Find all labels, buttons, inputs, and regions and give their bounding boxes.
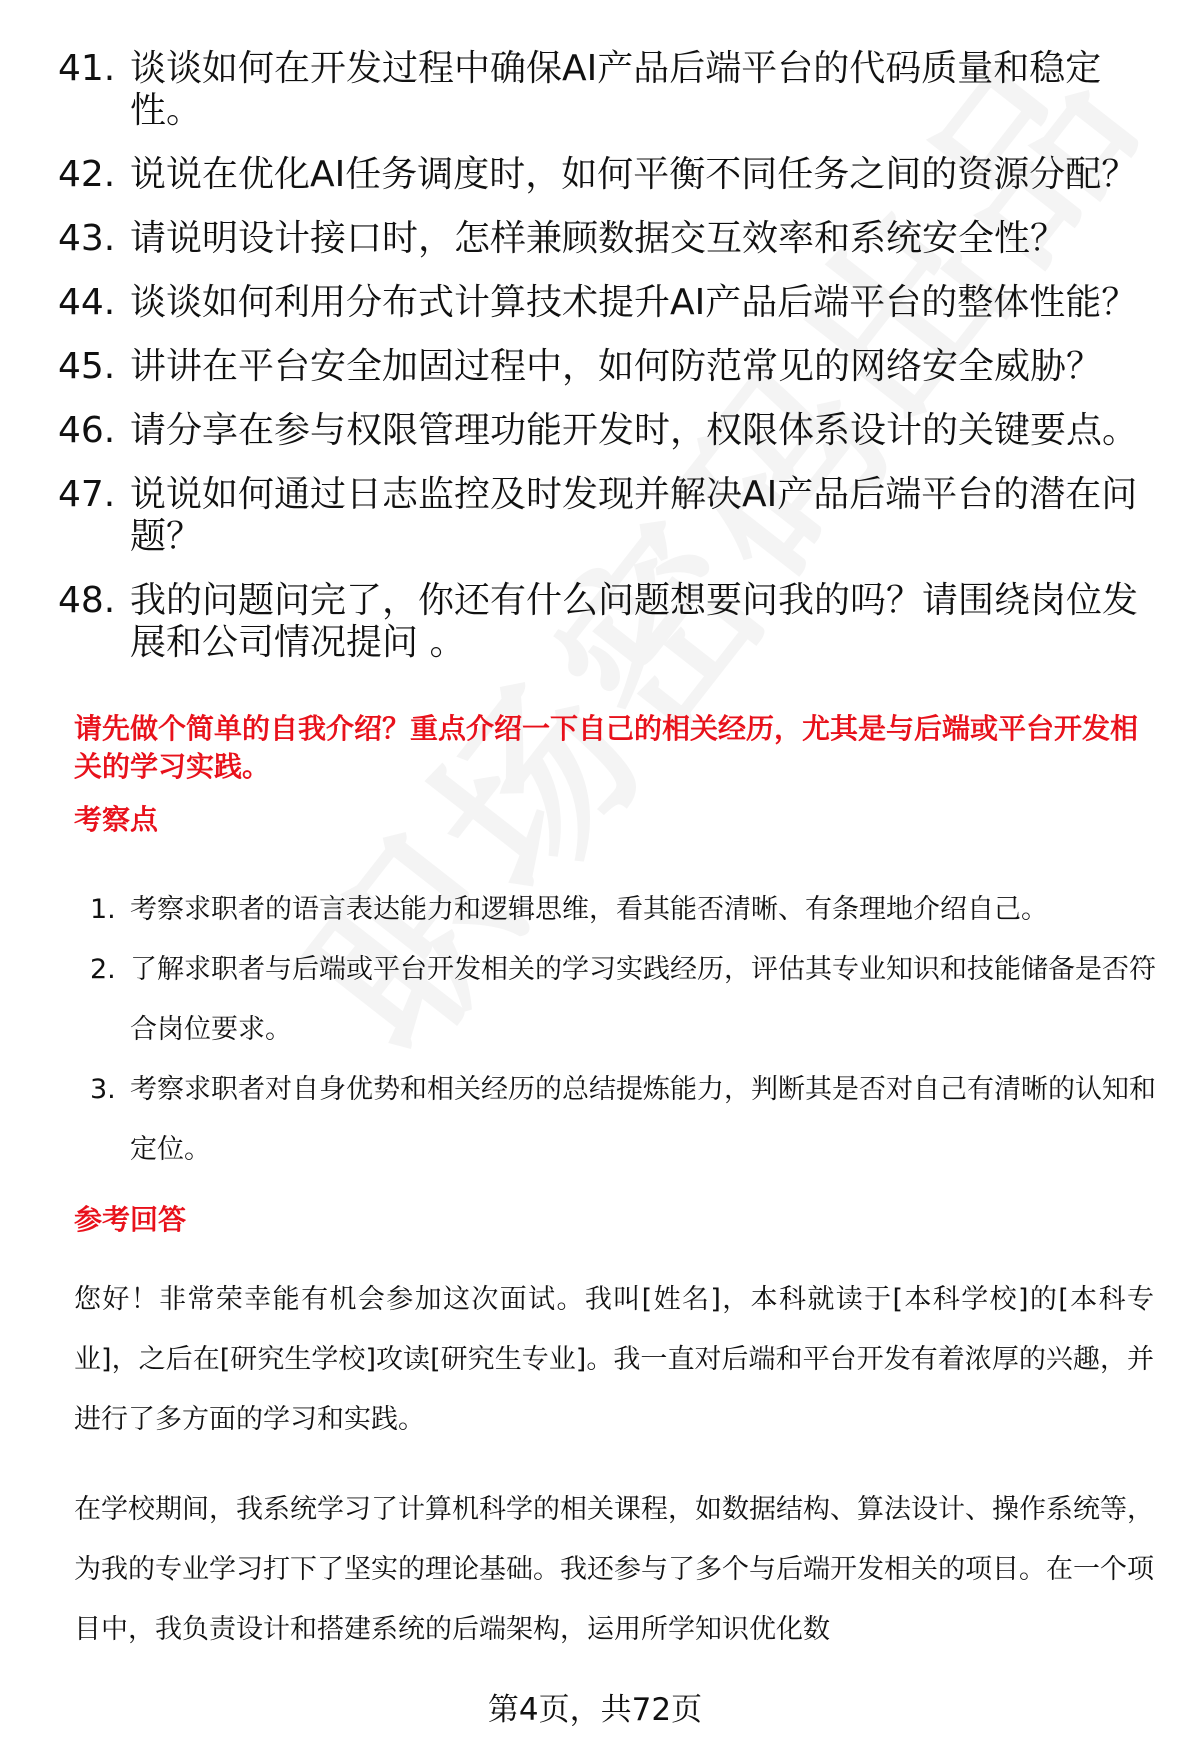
question-number: 45. — [58, 346, 116, 387]
point-text: 考察求职者对自身优势和相关经历的总结提炼能力，判断其是否对自己有清晰的认知和定位。 — [130, 1074, 1156, 1165]
question-item — [58, 282, 1148, 324]
point-text: 考察求职者的语言表达能力和逻辑思维，看其能否清晰、有条理地介绍自己。 — [130, 894, 1048, 925]
point-item — [90, 1060, 1160, 1180]
points-list — [90, 880, 1160, 1180]
points-heading: 考察点 — [74, 803, 159, 836]
question-text: 说说如何通过日志监控及时发现并解决AI产品后端平台的潜在问题？ — [130, 474, 1138, 557]
question-text: 我的问题问完了，你还有什么问题想要问我的吗？请围绕岗位发展和公司情况提问 。 — [130, 580, 1139, 663]
question-number: 44. — [58, 282, 116, 323]
question-text: 请说明设计接口时，怎样兼顾数据交互效率和系统安全性？ — [130, 218, 1067, 259]
page-footer: 第4页，共72页 — [487, 1692, 703, 1728]
question-number: 48. — [58, 580, 116, 621]
question-number: 42. — [58, 154, 116, 195]
point-number: 3. — [90, 1074, 116, 1105]
question-text: 谈谈如何利用分布式计算技术提升AI产品后端平台的整体性能？ — [130, 282, 1138, 323]
point-text: 了解求职者与后端或平台开发相关的学习实践经历，评估其专业知识和技能储备是否符合岗位要求。 — [130, 954, 1156, 1045]
question-text: 请分享在参与权限管理功能开发时，权限体系设计的关键要点。 — [130, 410, 1139, 451]
question-number: 47. — [58, 474, 116, 515]
question-item — [58, 474, 1148, 558]
question-text: 说说在优化AI任务调度时，如何平衡不同任务之间的资源分配？ — [130, 154, 1138, 195]
question-text: 谈谈如何在开发过程中确保AI产品后端平台的代码质量和稳定性。 — [130, 48, 1102, 131]
question-number: 41. — [58, 48, 116, 89]
question-number: 46. — [58, 410, 116, 451]
question-number: 43. — [58, 218, 116, 259]
question-item — [58, 580, 1148, 664]
highlight-question: 请先做个简单的自我介绍？重点介绍一下自己的相关经历，尤其是与后端或平台开发相关的学习实践。 — [74, 712, 1139, 783]
question-item — [58, 48, 1148, 132]
answer-heading: 参考回答 — [74, 1203, 187, 1236]
answer-paragraph: 您好！非常荣幸能有机会参加这次面试。我叫[姓名]，本科就读于[本科学校]的[本科专业]，之后在[研究生学校]攻读[研究生专业]。我一直对后端和平台开发有着浓厚的兴趣，并进行了多方面的学习和实践。 — [74, 1284, 1154, 1435]
question-item — [58, 410, 1148, 452]
question-item — [58, 154, 1148, 196]
question-item — [58, 346, 1148, 388]
point-item — [90, 880, 1160, 940]
point-number: 2. — [90, 954, 116, 985]
question-item — [58, 218, 1148, 260]
answer-paragraph: 在学校期间，我系统学习了计算机科学的相关课程，如数据结构、算法设计、操作系统等，为我的专业学习打下了坚实的理论基础。我还参与了多个与后端开发相关的项目。在一个项目中，我负责设计和搭建系统的后端架构，运用所学知识优化数 — [74, 1494, 1154, 1645]
point-number: 1. — [90, 894, 116, 925]
question-list — [58, 48, 1148, 686]
question-text: 讲讲在平台安全加固过程中，如何防范常见的网络安全威胁？ — [130, 346, 1103, 387]
point-item — [90, 940, 1160, 1060]
